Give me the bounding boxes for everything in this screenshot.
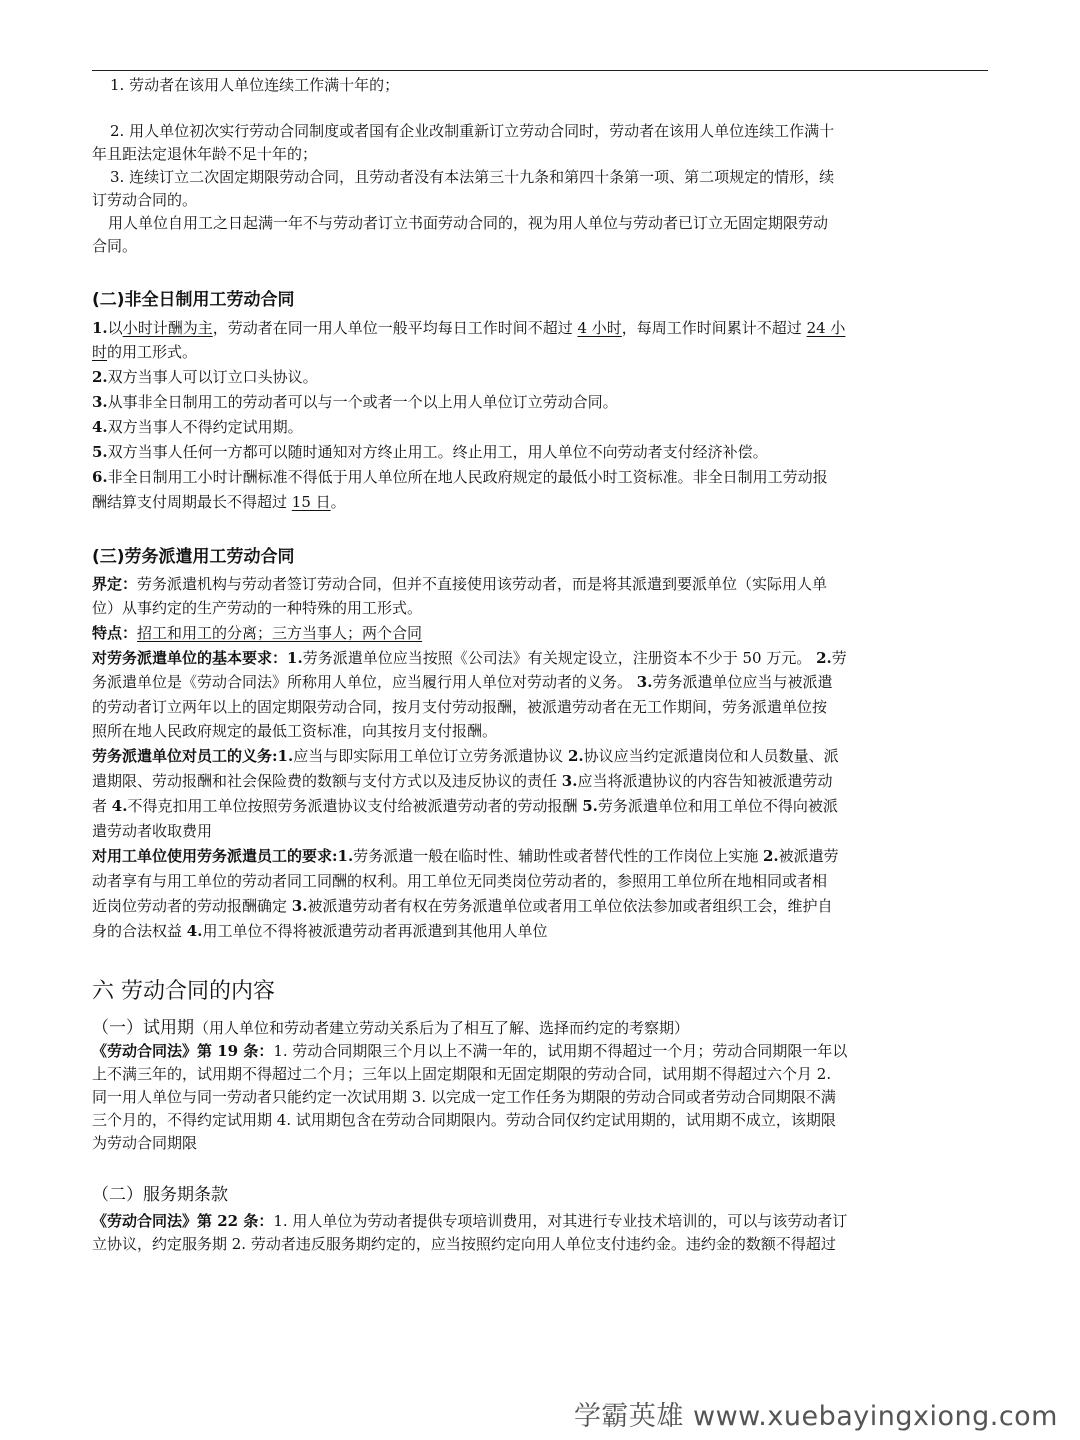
part-time-item-6-line-1 (92, 466, 988, 489)
probation-line-5: 为劳动合同期限 (92, 1134, 198, 1152)
law-reference: 《劳动合同法》第 22 条： (92, 1212, 274, 1230)
text-run: 酬结算支付周期最长不得超过 (92, 493, 292, 511)
item-number: 6. (92, 468, 108, 486)
underlined-term: 4 小时 (577, 319, 622, 337)
part-time-item-5 (92, 441, 988, 464)
underlined-term: 24 小 (806, 319, 846, 337)
dispatch-use-line-1 (92, 845, 988, 868)
text-run: 。 (330, 493, 346, 511)
dispatch-requirements-line-4: 照所在地人民政府规定的最低工资标准，向其按月支付报酬。 (92, 722, 498, 740)
text-run: 劳 (831, 649, 847, 667)
law-reference: 《劳动合同法》第 19 条： (92, 1042, 274, 1060)
text-run: 被派遣劳动者有权在劳务派遣单位或者用工单位依法参加或者组织工会，维护自 (307, 897, 833, 915)
text-run: 身的合法权益 (92, 922, 187, 940)
intro-item-1: 1. 劳动者在该用人单位连续工作满十年的； (110, 76, 400, 94)
intro-item-3-line-2: 订劳动合同的。 (92, 191, 198, 209)
part-time-item-1-line-1 (92, 317, 988, 340)
probation-note: （用人单位和劳动者建立劳动关系后为了相互了解、选择而约定的考察期） (194, 1019, 690, 1037)
dispatch-definition-line-1 (92, 573, 988, 596)
item-number: 2. (568, 747, 584, 765)
probation-line-2: 上不满三年的，试用期不得超过二个月；三年以上固定期限和无固定期限的劳动合同，试用期不得超过六个月 2. (92, 1065, 832, 1083)
intro-note-line-1: 用人单位自用工之日起满一年不与劳动者订立书面劳动合同的，视为用人单位与劳动者已订立无固定期限劳动 (108, 214, 829, 232)
part-time-item-3 (92, 391, 988, 414)
part-time-item-1-line-2 (92, 341, 988, 364)
dispatch-features (92, 622, 988, 645)
underlined-term: 时 (92, 343, 108, 361)
probation-line-1 (92, 1040, 988, 1063)
item-number: 3. (92, 393, 108, 411)
requirements-label: 对劳务派遣单位的基本要求： (92, 649, 288, 667)
text-run: 协议应当约定派遣岗位和人员数量、派 (583, 747, 839, 765)
dispatch-duties-line-3 (92, 795, 988, 818)
section-6-heading: 六 劳动合同的内容 (92, 979, 275, 1004)
text-run: 劳务派遣机构与劳动者签订劳动合同，但并不直接使用该劳动者，而是将其派遣到要派单位（实际用人单 (137, 575, 828, 593)
item-number: 3. (291, 897, 308, 915)
part-time-item-6-line-2 (92, 491, 988, 514)
item-number: 3. (636, 673, 653, 691)
text-run: 不得克扣用工单位按照劳务派遣协议支付给被派遣劳动者的劳动报酬 (127, 797, 583, 815)
intro-item-3-line-1: 3. 连续订立二次固定期限劳动合同，且劳动者没有本法第三十九条和第四十条第一项、第二项规定的情形，续 (110, 168, 835, 186)
text-run: 的用工形式。 (107, 343, 198, 361)
dispatch-definition-line-2: 位）从事约定的生产劳动的一种特殊的用工形式。 (92, 599, 423, 617)
text-run: 近岗位劳动者的劳动报酬确定 (92, 897, 292, 915)
text-run: 非全日制用工小时计酬标准不得低于用人单位所在地人民政府规定的最低小时工资标准。非全日制用工劳动报 (107, 468, 828, 486)
item-number: 2. (92, 368, 108, 386)
part-time-heading: (二)非全日制用工劳动合同 (92, 290, 295, 310)
service-line-1 (92, 1210, 988, 1233)
item-number: 2. (763, 847, 779, 865)
text-run: ，每周工作时间累计不超过 (621, 319, 807, 337)
item-number: 2. (816, 649, 832, 667)
item-number: 5. (582, 797, 598, 815)
definition-label: 界定： (92, 575, 138, 593)
text-run: 双方当事人不得约定试用期。 (107, 418, 303, 436)
text-run: 者 (92, 797, 112, 815)
intro-item-2-line-2: 年且距法定退休年龄不足十年的； (92, 145, 318, 163)
service-line-2: 立协议，约定服务期 2. 劳动者违反服务期约定的，应当按照约定向用人单位支付违约金。违约金的数额不得超过 (92, 1235, 836, 1253)
text-run: 劳务派遣单位应当与被派遣 (652, 673, 833, 691)
text-run: ，劳动者在同一用人单位一般平均每日工作时间不超过 (212, 319, 578, 337)
dispatch-duties-line-4: 遣劳动者收取费用 (92, 822, 213, 840)
dispatch-use-line-2: 动者享有与用工单位的劳动者同工同酬的权利。用工单位无同类岗位劳动者的，参照用工单位所在地相同或者相 (92, 872, 828, 890)
text-run: 1. 劳动合同期限三个月以上不满一年的，试用期不得超过一个月；劳动合同期限一年以 (273, 1042, 848, 1060)
text-run: 劳务派遣一般在临时性、辅助性或者替代性的工作岗位上实施 (353, 847, 763, 865)
text-run: 务派遣单位是《劳动合同法》所称用人单位，应当履行用人单位对劳动者的义务。 (92, 673, 637, 691)
dispatch-use-line-4 (92, 920, 988, 943)
probation-line-3: 同一用人单位与同一劳动者只能约定一次试用期 3. 以完成一定工作任务为期限的劳动合同或者劳动合同期限不满 (92, 1088, 836, 1106)
text-run: 应当与即实际用工单位订立劳务派遣协议 (293, 747, 568, 765)
text-run: 以 (107, 319, 123, 337)
text-run: 1. 用人单位为劳动者提供专项培训费用，对其进行专业技术培训的，可以与该劳动者订 (273, 1212, 848, 1230)
dispatch-heading: (三)劳务派遣用工劳动合同 (92, 547, 295, 567)
features-label: 特点： (92, 624, 138, 642)
header-rule (92, 70, 988, 71)
item-number: 1. (337, 847, 354, 865)
text-run: 从事非全日制用工的劳动者可以与一个或者一个以上用人单位订立劳动合同。 (107, 393, 618, 411)
text-run: 劳务派遣单位和用工单位不得向被派 (597, 797, 838, 815)
item-number: 3. (561, 772, 578, 790)
service-title: （二）服务期条款 (92, 1185, 228, 1205)
underlined-term: 15 日 (291, 493, 331, 511)
item-number: 1. (92, 319, 108, 337)
text-run: 用工单位不得将被派遣劳动者再派遣到其他用人单位 (202, 922, 548, 940)
probation-heading (92, 1016, 988, 1040)
dispatch-duties-line-1 (92, 745, 988, 768)
text-run: 应当将派遣协议的内容告知被派遣劳动 (577, 772, 833, 790)
use-requirements-label: 对用工单位使用劳务派遣员工的要求: (92, 847, 338, 865)
features-text: 招工和用工的分离；三方当事人；两个合同 (137, 624, 423, 642)
site-watermark: 学霸英雄 www.xuebayingxiong.com (573, 1401, 1058, 1432)
part-time-item-4 (92, 416, 988, 439)
probation-title: （一）试用期 (92, 1018, 194, 1038)
item-number: 5. (92, 443, 108, 461)
intro-item-2-line-1: 2. 用人单位初次实行劳动合同制度或者国有企业改制重新订立劳动合同时，劳动者在该用人单位连续工作满十 (110, 122, 835, 140)
part-time-item-2 (92, 366, 988, 389)
duties-label: 劳务派遣单位对员工的义务: (92, 747, 278, 765)
text-run: 被派遣劳 (778, 847, 839, 865)
service-heading (92, 1183, 988, 1207)
dispatch-requirements-line-1 (92, 647, 988, 670)
dispatch-duties-line-2 (92, 770, 988, 793)
item-number: 4. (186, 922, 203, 940)
dispatch-use-line-3 (92, 895, 988, 918)
dispatch-requirements-line-3: 的劳动者订立两年以上的固定期限劳动合同，按月支付劳动报酬，被派遣劳动者在无工作期间，劳务派遣单位按 (92, 698, 828, 716)
item-number: 4. (92, 418, 108, 436)
text-run: 双方当事人任何一方都可以随时通知对方终止用工。终止用工，用人单位不向劳动者支付经济补偿。 (107, 443, 768, 461)
item-number: 1. (277, 747, 294, 765)
text-run: 双方当事人可以订立口头协议。 (107, 368, 318, 386)
probation-line-4: 三个月的，不得约定试用期 4. 试用期包含在劳动合同期限内。劳动合同仅约定试用期的，试用期不成立，该期限 (92, 1111, 836, 1129)
dispatch-requirements-line-2 (92, 671, 988, 694)
item-number: 1. (287, 649, 303, 667)
underlined-term: 小时计酬为主 (122, 319, 213, 337)
item-number: 4. (111, 797, 128, 815)
text-run: 劳务派遣单位应当按照《公司法》有关规定设立，注册资本不少于 50 万元。 (302, 649, 817, 667)
text-run: 遣期限、劳动报酬和社会保险费的数额与支付方式以及违反协议的责任 (92, 772, 562, 790)
intro-note-line-2: 合同。 (92, 237, 138, 255)
